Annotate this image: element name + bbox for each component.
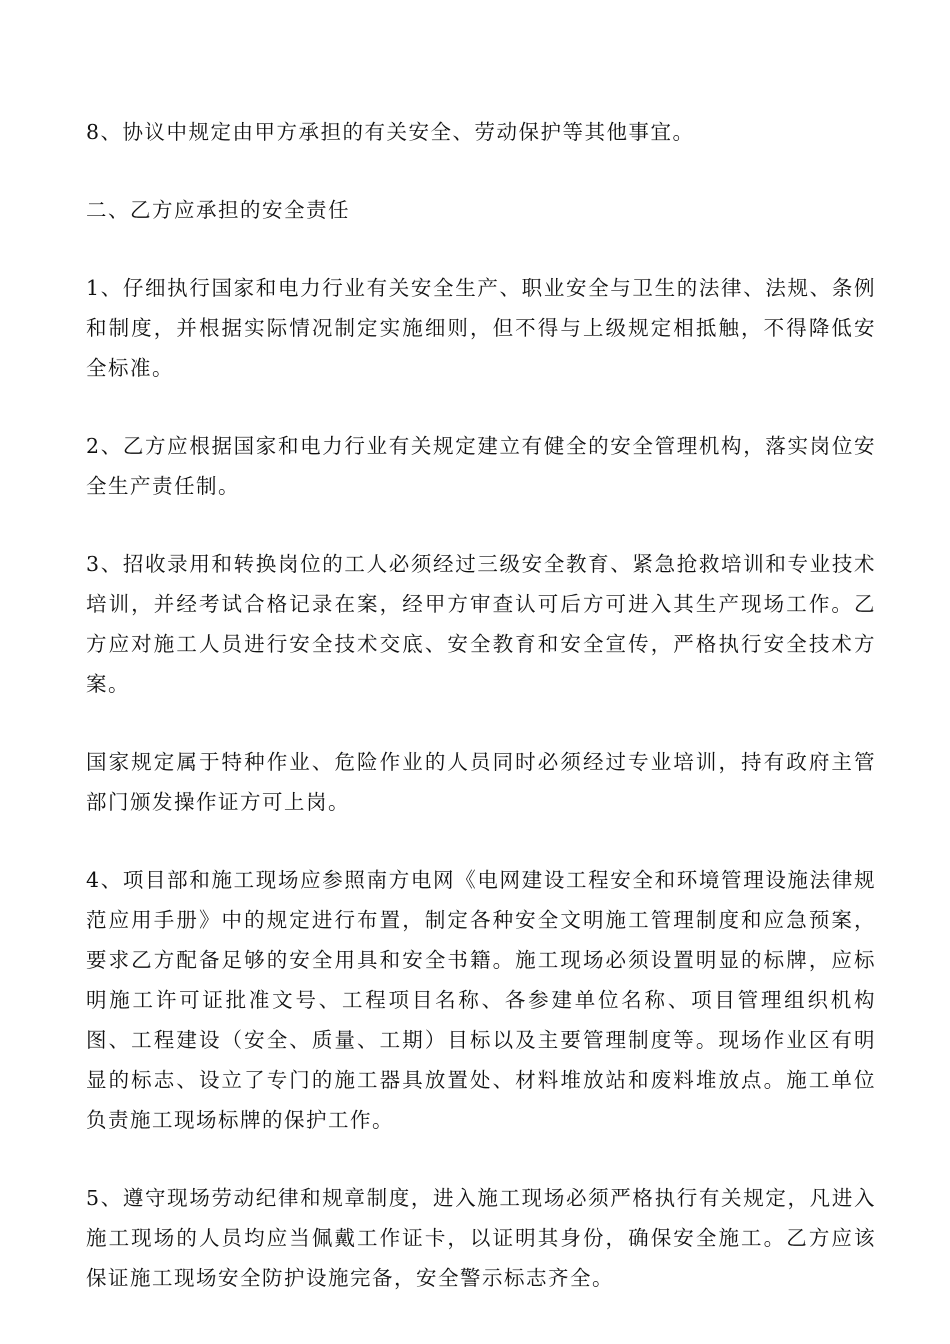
document-body: [86, 112, 876, 1336]
paragraph-item-4: 4、项目部和施工现场应参照南方电网《电网建设工程安全和环境管理设施法律规范应用手册》中的规定进行布置，制定各种安全文明施工管理制度和应急预案，要求乙方配备足够的安全用具和安全书籍。施工现场必须设置明显的标牌，应标明施工许可证批准文号、工程项目名称、各参建单位名称、项目管理组织机构图、工程建设（安全、质量、工期）目标以及主要管理制度等。现场作业区有明显的标志、设立了专门的施工器具放置处、材料堆放站和废料堆放点。施工单位负责施工现场标牌的保护工作。: [86, 868, 876, 1132]
paragraph-item-8: 8、协议中规定由甲方承担的有关安全、劳动保护等其他事宜。: [86, 120, 695, 144]
paragraph-item-3: 3、招收录用和转换岗位的工人必须经过三级安全教育、紧急抢救培训和专业技术培训，并经考试合格记录在案，经甲方审查认可后方可进入其生产现场工作。乙方应对施工人员进行安全技术交底、安全教育和安全宣传，严格执行安全技术方案。: [86, 552, 876, 696]
section-heading-party-b-responsibility: 二、乙方应承担的安全责任: [86, 198, 350, 222]
paragraph-item-2: 2、乙方应根据国家和电力行业有关规定建立有健全的安全管理机构，落实岗位安全生产责任制。: [86, 434, 876, 498]
paragraph-item-1: 1、仔细执行国家和电力行业有关安全生产、职业安全与卫生的法律、法规、条例和制度，并根据实际情况制定实施细则，但不得与上级规定相抵触，不得降低安全标准。: [86, 276, 876, 380]
paragraph-special-operations: 国家规定属于特种作业、危险作业的人员同时必须经过专业培训，持有政府主管部门颁发操作证方可上岗。: [86, 750, 876, 814]
paragraph-item-5: 5、遵守现场劳动纪律和规章制度，进入施工现场必须严格执行有关规定，凡进入施工现场的人员均应当佩戴工作证卡，以证明其身份，确保安全施工。乙方应该保证施工现场安全防护设施完备，安全警示标志齐全。: [86, 1186, 876, 1290]
